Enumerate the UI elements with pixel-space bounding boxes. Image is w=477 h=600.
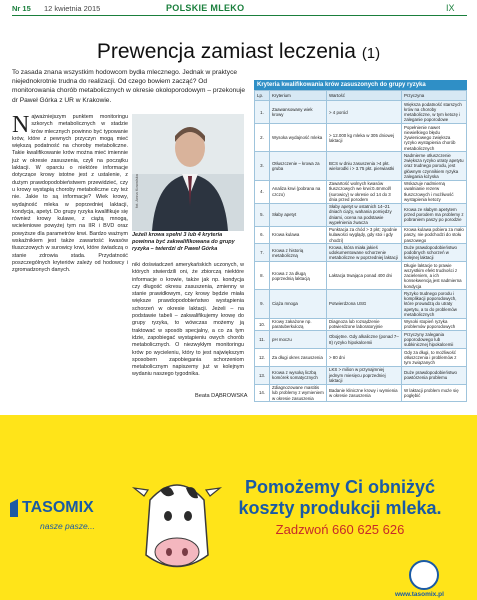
reason-cell: Duże prawdopodobieństwo podobnych schorzeń w kolejnej laktacji	[402, 244, 467, 262]
criterion-cell: Krowa kulawa	[270, 226, 327, 244]
column-header: Przyczyna	[402, 91, 467, 101]
table-row	[255, 101, 467, 124]
brand-slogan: nasze pasze...	[40, 521, 95, 531]
row-number: 13.	[255, 366, 270, 384]
value-cell: LKS > milion w przynajmniej jednym miesięcu poprzedniej laktacji	[327, 366, 402, 384]
header-rule	[12, 15, 467, 16]
value-cell: Zawartość wolnych kwasów tłuszczowych we krwi:0.4mmol/l (surowicy) w okresie od 14 do 3 dnia przed porodem	[327, 180, 402, 203]
row-number: 9.	[255, 290, 270, 318]
reason-cell: Większa podatność starszych krów na choroby metaboliczne, w tym ketozę i zaleganie poporodowe	[402, 101, 467, 124]
row-number: 14.	[255, 384, 270, 402]
row-number: 8.	[255, 262, 270, 290]
value-cell: Diagnoza lub rozsądzenie potwierdzone laboratoryjnie	[327, 318, 402, 331]
ad-headline	[220, 477, 460, 519]
column-1-text: ajważniejszym punktem monitoringu szkorych metabolicznych w stadzie krów mlecznych powinno być typowanie krów, które z pewnych przyczyn mogą mieć większą podatność na choroby metaboliczne. Takie kwalifikowanie krów można mieć imiennie już w okresie zasuszenia, czyli na początku laktacji. W oparciu o niektóre informacje dotyczące krowy istotne jest z ustalenie, z dużym prawdopodobieństwem przewidzieć, czy u krowy wystąpią choroby metaboliczne czy też nie. Jakie to są informacje? Wiek krowy, wydajność mleka w poprzedniej laktacji, kondycja, apetyt. Do grupy ryzyka kwalifikuje się również krowy kulawe, z ciążą mnogą, wcieleniowe powyżej tym na IIR i BVD oraz powyższe dla parametrów krwi. Bardzo ważnym wskaźnikiem jest także zawartość kwasów tłuszczowych w surowicy krwi, które świadczą o stanie zdrowia stada. Przydatność poszczególnych kryteriów zależy od hodowcy i zgromadzonych danych.	[12, 114, 128, 274]
row-number: 11.	[255, 331, 270, 349]
article-column-1	[12, 114, 128, 275]
table-row	[255, 262, 467, 290]
criterion-cell: Słaby apetyt	[270, 203, 327, 226]
photo-caption: Jeżeli krowa spełni 3 lub 4 kryteria powinna być zakwalifikowana do grupy ryzyka – twierdzi dr Paweł Górka	[132, 232, 235, 252]
reason-cell: Duże prawdopodobieństwo powtórzenia problemu	[402, 366, 467, 384]
criterion-cell: Krowy zakażone np. paratuberkulozą	[270, 318, 327, 331]
row-number: 2.	[255, 124, 270, 152]
table-row	[255, 366, 467, 384]
page-number: IX	[446, 3, 455, 13]
row-number: 12.	[255, 348, 270, 366]
criterion-cell: Za długi okres zasuszenia	[270, 348, 327, 366]
value-cell: Punktacja za chód > 3 pkt; zgodnie kulawości wyglądy, gdy stoi i gdy chodzi)	[327, 226, 402, 244]
reason-cell: Ryzyko trudnego porodu i komplikacji poporodowych, które prowadzą do utraty apetytu, a to do problemów metabolicznych	[402, 290, 467, 318]
table-row	[255, 180, 467, 203]
article-title	[0, 40, 477, 64]
table-title: Kryteria kwalifikowania krów zasuszonych do grupy ryzyka	[254, 80, 467, 90]
section-name: POLSKIE MLEKO	[166, 3, 245, 13]
issue-date: 12 kwietnia 2015	[44, 4, 101, 13]
value-cell: > 80 dni	[327, 348, 402, 366]
value-cell: Potwierdzona USG	[327, 290, 402, 318]
criterion-cell: Krowa z wysoką liczbą komórek somatycznych	[270, 366, 327, 384]
reason-cell: Krowa kulawa pobiera za mało paszy, nie podchodzi do stołu paszowego	[402, 226, 467, 244]
reason-cell: Długie laktacje to prawie wszystkim efekt trudności z zacieleniem, a ich konsekwencją jest nadmierna kondycja	[402, 262, 467, 290]
value-cell: BCS w dniu zasuszenia >4 pkt. wielorodki i > 3.75 pkt. pierwiastki	[327, 152, 402, 180]
article-author: Beata DĄBROWSKA	[195, 393, 248, 399]
brand-name: TASOMIX	[22, 499, 94, 516]
value-cell: Słaby apetyt w ostatnich 14–21 dniach ciąży, wahania pomiędzy dniami, ocena na podstawie wypełnienia żwacza	[327, 203, 402, 226]
criterion-cell: Krowa z historią metaboliczną	[270, 244, 327, 262]
table-row	[255, 384, 467, 402]
tasomix-badge-icon	[409, 560, 439, 590]
table-row	[255, 152, 467, 180]
row-number: 3.	[255, 152, 270, 180]
reason-cell: W laktacji problem może się pogłębić	[402, 384, 467, 402]
reason-cell: Popełnienie nawet niewielkiego błędu żywieniowego zwiększa ryzyko wystąpienia chorób metabolicznych	[402, 124, 467, 152]
reason-cell: Wskazuje nadmierną uwalnianie rezerw tłuszczowych i możliwość wystąpienia ketozy	[402, 180, 467, 203]
criterion-cell: pH moczu	[270, 331, 327, 349]
cow-illustration-icon	[130, 460, 225, 580]
table-row	[255, 226, 467, 244]
title-part: (1)	[361, 45, 381, 62]
criterion-cell: Zdiagnozowane mastitis lub problemy z wymieniem w okresie zasuszenia	[270, 384, 327, 402]
table-row	[255, 331, 467, 349]
row-number: 4.	[255, 180, 270, 203]
value-cell: > 4 poród	[327, 101, 402, 124]
ad-headline-line-2: koszty produkcji mleka.	[238, 498, 442, 518]
title-text: Prewencja zamiast leczenia	[96, 40, 356, 63]
drop-cap: N	[12, 112, 30, 138]
article-lead: To zasada znana wszystkim hodowcom bydła mlecznego. Jednak w praktyce niejednokrotnie trudna do realizacji. Od czego bowiem zacząć? Od monitorowania chorób metabolicznych w okresie okołoporodowym – przekonuje dr Paweł Górka z UR w Krakowie.	[12, 69, 246, 104]
row-number: 10.	[255, 318, 270, 331]
criterion-cell: Otłuszczenie – krowa za gruba	[270, 152, 327, 180]
value-cell: Krowa, która miała jakieś udokumentowane schorzenie metaboliczne w poprzedniej laktacji	[327, 244, 402, 262]
table-row	[255, 244, 467, 262]
column-header: Kryterium	[270, 91, 327, 101]
reason-cell: Krowa ze słabym apetytem przed porodem ma problemy z pobraniem paszy po porodzie	[402, 203, 467, 226]
ad-phone: Zadzwoń 660 625 626	[275, 522, 405, 537]
value-cell: Badanie kliniczne krowy i wymienia w okresie zasuszenia	[327, 384, 402, 402]
row-number: 6.	[255, 226, 270, 244]
article-column-2: niki doświadczeń amerykańskich uczonych, w których stwierdzili oni, że zbiorczą niektóre informacje o krowie, także jak np. kondycja czy długość okresu zasuszenia, zmienny w stanie prawidłowym, czy krowy będzie miała większe prawdopodobieństwo wystąpienia schorzeń w okresie laktacji. Jeżeli – na podstawie tabeli – zakwalifikujemy krowę do grupy ryzyka, to wówczas możemy ją traktować w sposób specjalny, a co za tym idzie, zapobiegać wystąpieniu owych chorób metabolicznych. O niezwykłym monitoringu krów po wycieleniu, który to jest największym sposobem zapobiegania schorzeniom metabolicznym napiszemy już w kolejnym wydaniu naszego tygodnika.	[132, 262, 244, 378]
table-row	[255, 203, 467, 226]
row-number: 1.	[255, 101, 270, 124]
page-header	[0, 0, 477, 30]
value-cell: Obojętne. Gdy alkaliczne (ponad 7–8) ryzyko hipokalcemii	[327, 331, 402, 349]
criterion-cell: Ciąża mnoga	[270, 290, 327, 318]
criterion-cell: Zaawansowany wiek krowy	[270, 101, 327, 124]
value-cell: Laktacja trwająca ponad 400 dni	[327, 262, 402, 290]
photo-credit: fot. Anna Kowalska	[134, 174, 139, 209]
table-row	[255, 318, 467, 331]
table-header-row	[255, 91, 467, 101]
reason-cell: Wysoki stopień ryzyka problemów poporodowych	[402, 318, 467, 331]
value-cell: > 12.000 kg mleka w 305 dniowej laktacji	[327, 124, 402, 152]
ad-url-link[interactable]: www.tasomix.pl	[395, 591, 444, 598]
issue-number: Nr 15	[12, 4, 31, 13]
criterion-cell: Krowa z za długą poprzednią laktacją	[270, 262, 327, 290]
risk-criteria-table	[254, 80, 467, 402]
criterion-cell: Wysoka wydajność mleka	[270, 124, 327, 152]
author-photo	[132, 114, 244, 231]
reason-cell: Gdy za długi, to możliwość otłuszczenia i problemów z tym związanych	[402, 348, 467, 366]
column-header: Wartość	[327, 91, 402, 101]
row-number: 5.	[255, 203, 270, 226]
row-number: 7.	[255, 244, 270, 262]
table-row	[255, 348, 467, 366]
tasomix-advertisement[interactable]	[0, 415, 477, 600]
table-row	[255, 290, 467, 318]
reason-cell: Nadmierne otłuszczenie zwiększa ryzyko utraty apetytu oraz trudnego porodu, jest głównym czynnikiem ryzyka zalegania łożyska	[402, 152, 467, 180]
column-header: Lp.	[255, 91, 270, 101]
table-row	[255, 124, 467, 152]
reason-cell: Przyczyny zalegania poporodowego lub subkinicznej hipokalcemii	[402, 331, 467, 349]
ad-headline-line-1: Pomożemy Ci obniżyć	[244, 477, 436, 497]
criterion-cell: Analiza krwi (pobrana na czczo)	[270, 180, 327, 203]
